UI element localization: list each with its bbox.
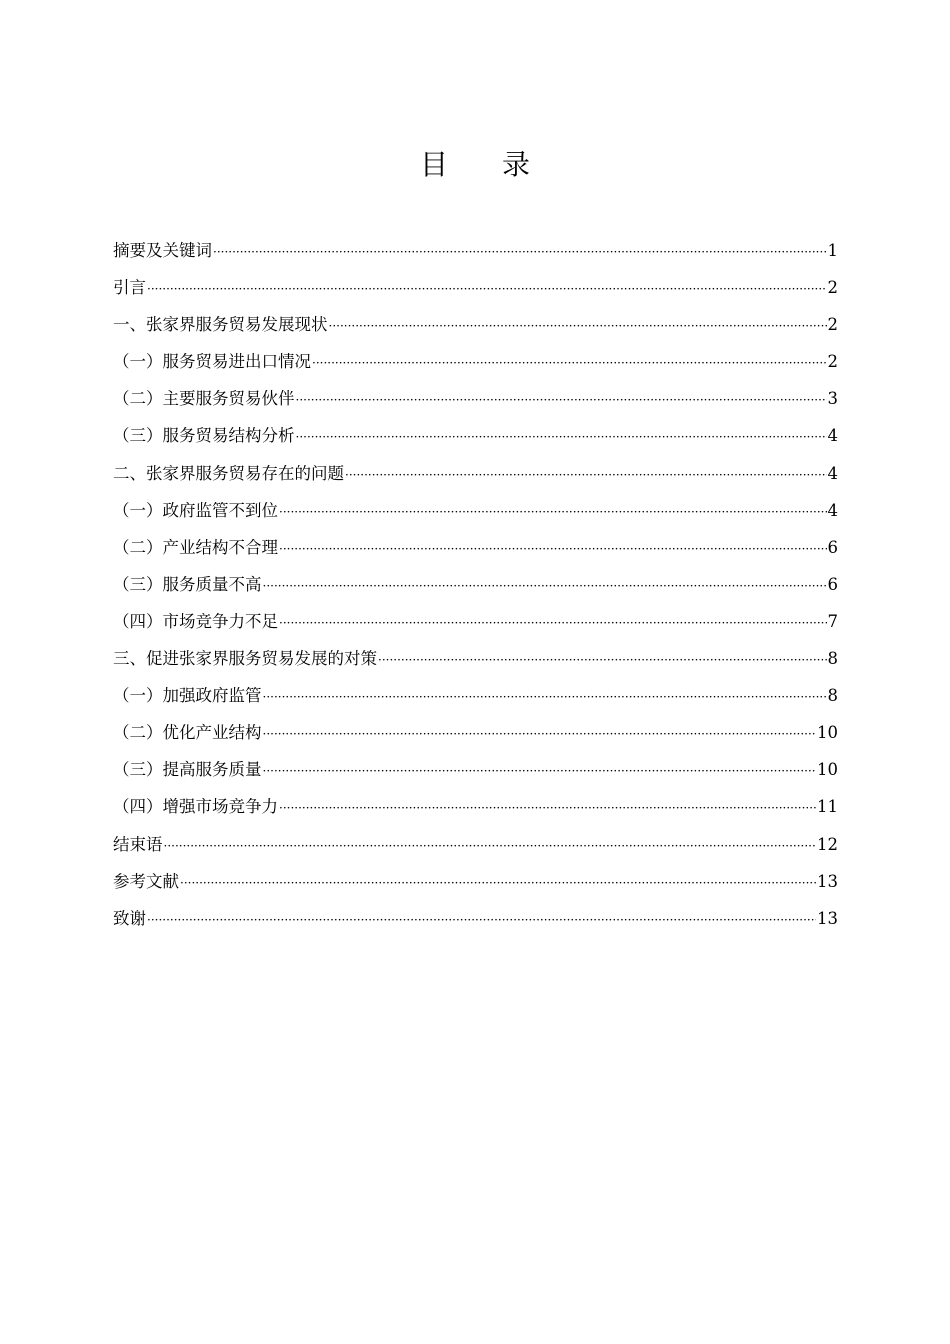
toc-entry-page-number: 2 <box>827 278 838 298</box>
toc-dot-leader <box>180 865 816 902</box>
toc-dot-leader <box>296 419 827 456</box>
toc-entry-page-number: 4 <box>827 426 838 446</box>
toc-entry-page-number: 1 <box>827 241 838 260</box>
toc-entry-page-number: 7 <box>827 611 838 631</box>
toc-entry[interactable] <box>113 269 838 306</box>
toc-entry[interactable] <box>113 826 838 863</box>
toc-entry-label: （一）服务贸易进出口情况 <box>113 352 311 372</box>
toc-dot-leader <box>263 716 817 753</box>
toc-entry[interactable] <box>113 863 838 900</box>
toc-entry-label: 一、张家界服务贸易发展现状 <box>113 315 328 335</box>
toc-dot-leader <box>263 679 827 716</box>
toc-entry-page-number: 11 <box>817 797 838 817</box>
toc-entry-label: 三、促进张家界服务贸易发展的对策 <box>113 649 377 669</box>
toc-entry-page-number: 10 <box>817 760 838 780</box>
toc-entry[interactable] <box>113 714 838 751</box>
toc-entry-page-number: 8 <box>827 649 838 669</box>
toc-entry[interactable] <box>113 900 838 937</box>
toc-entry-page-number: 10 <box>817 723 838 743</box>
toc-entry-label: （一）政府监管不到位 <box>113 500 278 520</box>
toc-dot-leader <box>329 308 827 345</box>
toc-entry-page-number: 13 <box>817 871 838 891</box>
toc-dot-leader <box>296 382 827 419</box>
toc-entry-label: 引言 <box>113 278 146 298</box>
toc-entry-label: 摘要及关键词 <box>113 241 212 260</box>
toc-entry-label: 参考文献 <box>113 871 179 891</box>
toc-entry[interactable] <box>113 640 838 677</box>
toc-entry-page-number: 4 <box>827 463 838 483</box>
toc-entry[interactable] <box>113 455 838 492</box>
toc-entry-page-number: 13 <box>817 908 838 928</box>
toc-dot-leader <box>263 753 817 790</box>
toc-entry-label: （三）提高服务质量 <box>113 760 262 780</box>
toc-dot-leader <box>263 568 827 605</box>
toc-entry-label: 致谢 <box>113 908 146 928</box>
page-title: 目录 <box>419 148 584 181</box>
table-of-contents <box>113 232 838 937</box>
toc-entry-label: （三）服务质量不高 <box>113 574 262 594</box>
toc-dot-leader <box>378 642 827 679</box>
toc-entry-label: （四）市场竞争力不足 <box>113 611 278 631</box>
toc-entry-label: （三）服务贸易结构分析 <box>113 426 295 446</box>
toc-entry-page-number: 2 <box>827 315 838 335</box>
toc-entry-page-number: 2 <box>827 352 838 372</box>
toc-dot-leader <box>279 605 827 642</box>
toc-entry-page-number: 3 <box>827 389 838 409</box>
toc-entry[interactable] <box>113 566 838 603</box>
toc-entry-label: 结束语 <box>113 834 163 854</box>
toc-entry-label: （二）产业结构不合理 <box>113 537 278 557</box>
toc-entry[interactable] <box>113 788 838 825</box>
toc-entry[interactable] <box>113 603 838 640</box>
toc-entry-page-number: 6 <box>827 537 838 557</box>
toc-entry-label: （二）优化产业结构 <box>113 723 262 743</box>
toc-dot-leader <box>312 345 827 382</box>
toc-entry-page-number: 12 <box>817 834 838 854</box>
toc-entry-label: 二、张家界服务贸易存在的问题 <box>113 463 344 483</box>
toc-entry-label: （四）增强市场竞争力 <box>113 797 278 817</box>
toc-entry[interactable] <box>113 417 838 454</box>
toc-dot-leader <box>345 457 827 494</box>
toc-entry-page-number: 8 <box>827 686 838 706</box>
toc-entry-page-number: 4 <box>827 500 838 520</box>
toc-entry-label: （二）主要服务贸易伙伴 <box>113 389 295 409</box>
toc-dot-leader <box>147 271 827 308</box>
toc-dot-leader <box>279 531 827 568</box>
toc-entry[interactable] <box>113 343 838 380</box>
toc-entry[interactable] <box>113 306 838 343</box>
toc-entry[interactable] <box>113 380 838 417</box>
toc-entry-label: （一）加强政府监管 <box>113 686 262 706</box>
toc-entry[interactable] <box>113 492 838 529</box>
toc-dot-leader <box>164 828 817 865</box>
toc-dot-leader <box>279 790 816 827</box>
toc-dot-leader <box>147 902 816 939</box>
toc-entry[interactable] <box>113 232 838 269</box>
toc-entry[interactable] <box>113 677 838 714</box>
toc-entry[interactable] <box>113 529 838 566</box>
toc-dot-leader <box>213 234 827 271</box>
toc-dot-leader <box>279 494 827 531</box>
toc-entry-page-number: 6 <box>827 574 838 594</box>
toc-entry[interactable] <box>113 751 838 788</box>
